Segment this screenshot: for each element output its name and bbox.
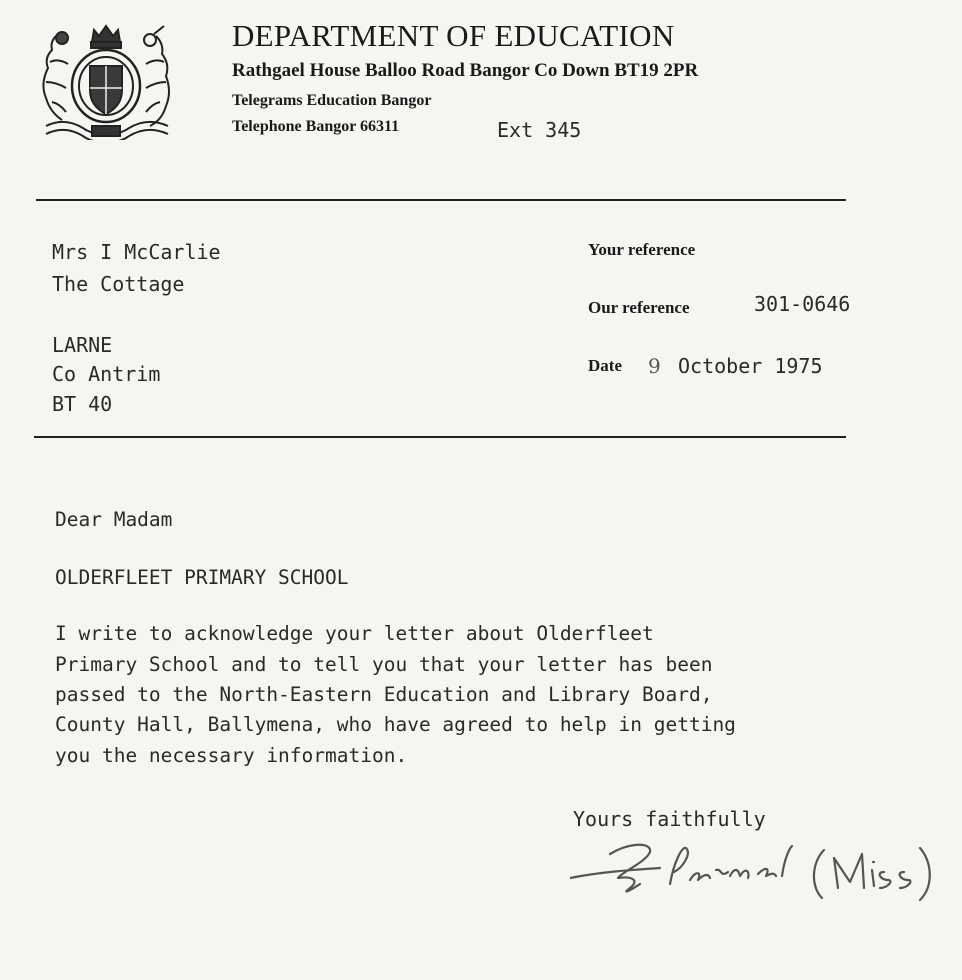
date-value: October 1975 [678, 354, 823, 378]
recipient-name: Mrs I McCarlie [52, 240, 221, 264]
royal-coat-of-arms-icon [36, 22, 176, 140]
telegrams-line: Telegrams Education Bangor [232, 92, 432, 109]
recipient-house: The Cottage [52, 272, 185, 296]
body-line: Primary School and to tell you that your letter has been [55, 653, 713, 676]
closing: Yours faithfully [573, 807, 766, 831]
extension-number: Ext 345 [497, 118, 582, 142]
body-line: County Hall, Ballymena, who have agreed to help in getting [55, 713, 736, 736]
recipient-county: Co Antrim [52, 362, 161, 386]
our-reference-label: Our reference [588, 298, 690, 317]
body-line: I write to acknowledge your letter about Olderfleet [55, 622, 654, 645]
date-label: Date [588, 356, 622, 375]
department-address: Rathgael House Balloo Road Bangor Co Down BT19 2PR [232, 60, 699, 81]
recipient-postcode: BT 40 [52, 392, 113, 416]
address-divider [34, 436, 846, 438]
subject-line: OLDERFLEET PRIMARY SCHOOL [55, 566, 349, 589]
date-day-handwritten: 9 [648, 354, 661, 378]
your-reference-label: Your reference [588, 240, 696, 259]
handwritten-signature [570, 832, 940, 912]
header-divider [36, 199, 846, 201]
body-line: passed to the North-Eastern Education and Library Board, [55, 683, 713, 706]
body-line: you the necessary information. [55, 744, 408, 767]
telephone-line: Telephone Bangor 66311 [232, 118, 400, 135]
salutation: Dear Madam [55, 508, 173, 531]
department-title: DEPARTMENT OF EDUCATION [232, 18, 675, 53]
recipient-town: LARNE [52, 333, 113, 357]
our-reference-value: 301-0646 [754, 292, 851, 316]
